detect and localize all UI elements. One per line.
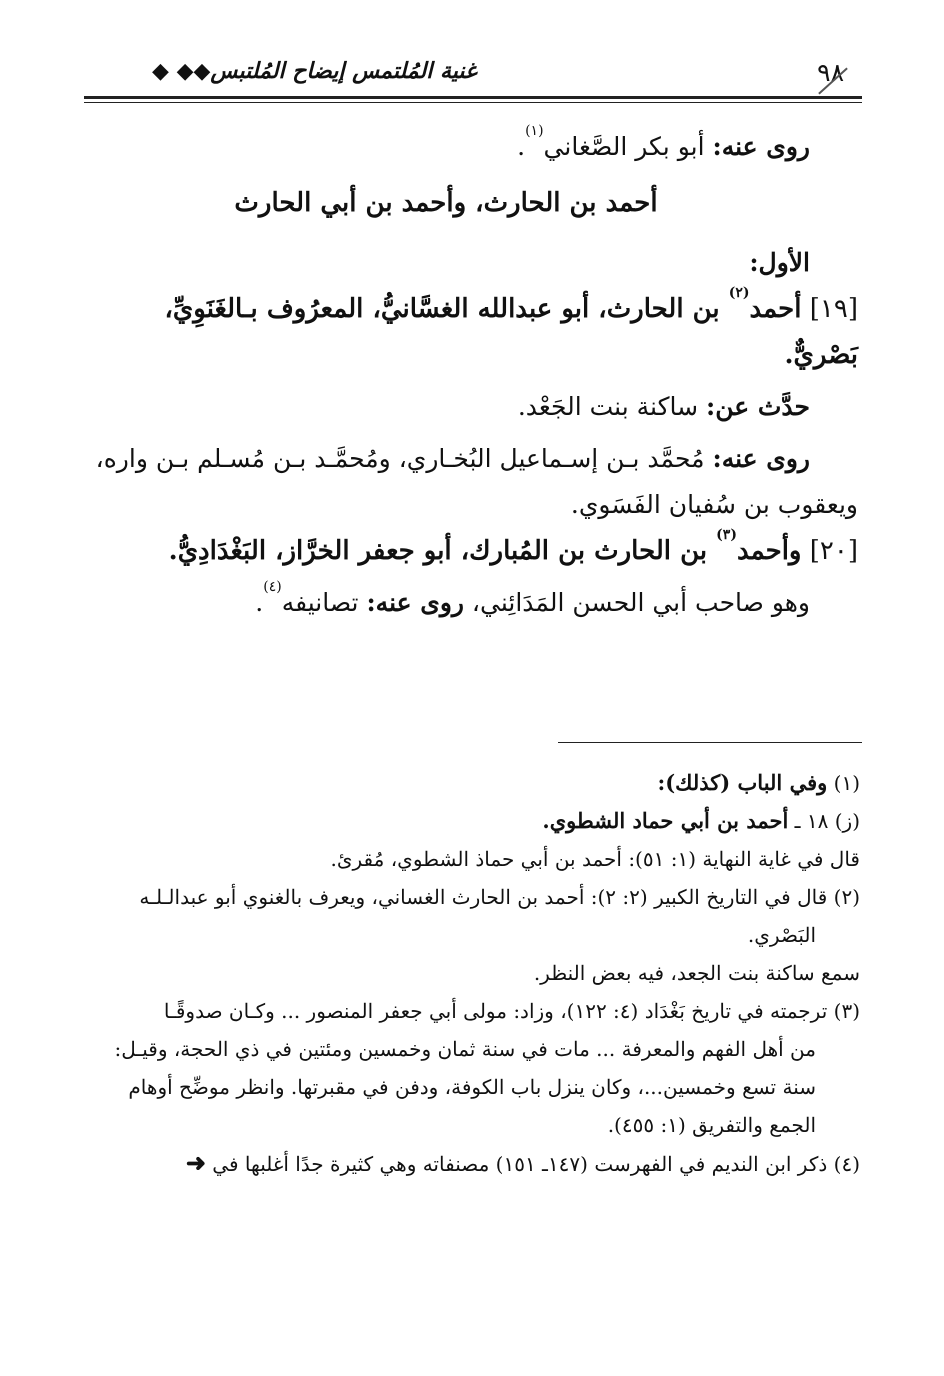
footnotes [82,764,860,1183]
narrated-from-line: روى عنه: أبو بكر الصَّغاني$^{(١)}$. [517,123,810,161]
section-heading: أحمد بن الحارث، وأحمد بن أبي الحارث [234,188,658,218]
entry-19-line2: بَصْريٌّ. [784,340,858,370]
footnote-2: (٢) قال في التاريخ الكبير (٢: ٢): أحمد بن الحارث الغساني، ويعرف بالغنوي أبو عبدالـلـه [139,885,860,909]
header-rule-thick [84,96,862,99]
footnote-ref: (١) [525,123,544,139]
footnote-1-entry: (ز) ١٨ ـ أحمد بن أبي حماد الشطوي. [542,808,860,833]
footnote-3-line2: من أهل الفهم والمعرفة ... مات في سنة ثمان وخمسين ومئتين في ذي الحجة، وقيـل: [114,1037,816,1061]
footnote-ref: (٢) [728,285,750,301]
footnote-ref: (٣) [716,527,737,543]
continue-arrow-icon: ➜ [185,1148,206,1177]
footnote-2-line2: البَصْري. [747,923,816,947]
page-header [84,52,862,96]
footnote-4: (٤) ذكر ابن النديم في الفهرست (١٤٧ـ ١٥١) مصنفاته وهي كثيرة جدًا أغلبها في ➜ [185,1148,860,1177]
footnote-2-detail: سمع ساكنة بنت الجعد، فيه بعض النظر. [533,961,860,985]
narrators-line2: ويعقوب بن سُفيان الفَسَوي. [570,490,858,519]
footnote-1: (١) وفي الباب (كذلك): [657,770,860,795]
main-text [82,123,858,626]
footnote-ref: (٤) [263,579,282,595]
footnote-3-line4: الجمع والتفريق (١: ٤٥٥). [607,1113,816,1137]
entry-20: [٢٠] وأحمد$^{(٣)}$ بن الحارث بن المُبارك، أبو جعفر الخرَّاز، البَغْدَادِيُّ. [168,527,858,566]
footnote-1-detail: قال في غاية النهاية (١: ٥١): أحمد بن أبي حماذ الشطوي، مُقرئ. [330,847,860,871]
narrated-about-line: حدَّث عن: ساكنة بنت الجَعْد. [517,392,810,421]
running-title: غنية المُلتمس إيضاح المُلتبس◆◆ ◆ [152,58,477,84]
header-rule-thin [84,102,862,103]
entry-19: [١٩] أحمد$^{(٢)}$ بن الحارث، أبو عبدالله الغسَّانيُّ، المعرُوف بـالغَنَوِيِّ، [164,285,858,324]
page-number: ٩٨ [817,58,844,87]
narrators-line: روى عنه: مُحمَّد بـن إسـماعيل البُخـاري، ومُحمَّـد بـن مُسـلم بـن واره، [95,444,810,473]
footnote-3-line3: سنة تسع وخمسين...، وكان ينزل باب الكوفة، ودفن في مقبرتها. وانظر موضِّح أوهام [128,1075,816,1099]
footnote-3: (٣) ترجمته في تاريخ بَغْدَاد (٤: ١٢٢)، وزاد: مولى أبي جعفر المنصور ... وكـان صدوقًـا [163,999,860,1023]
footnote-separator [558,742,862,743]
first-label: الأول: [749,248,810,277]
entry-20-line2: وهو صاحب أبي الحسن المَدَائِني، روى عنه: تصانيفه$^{(٤)}$. [255,579,810,617]
